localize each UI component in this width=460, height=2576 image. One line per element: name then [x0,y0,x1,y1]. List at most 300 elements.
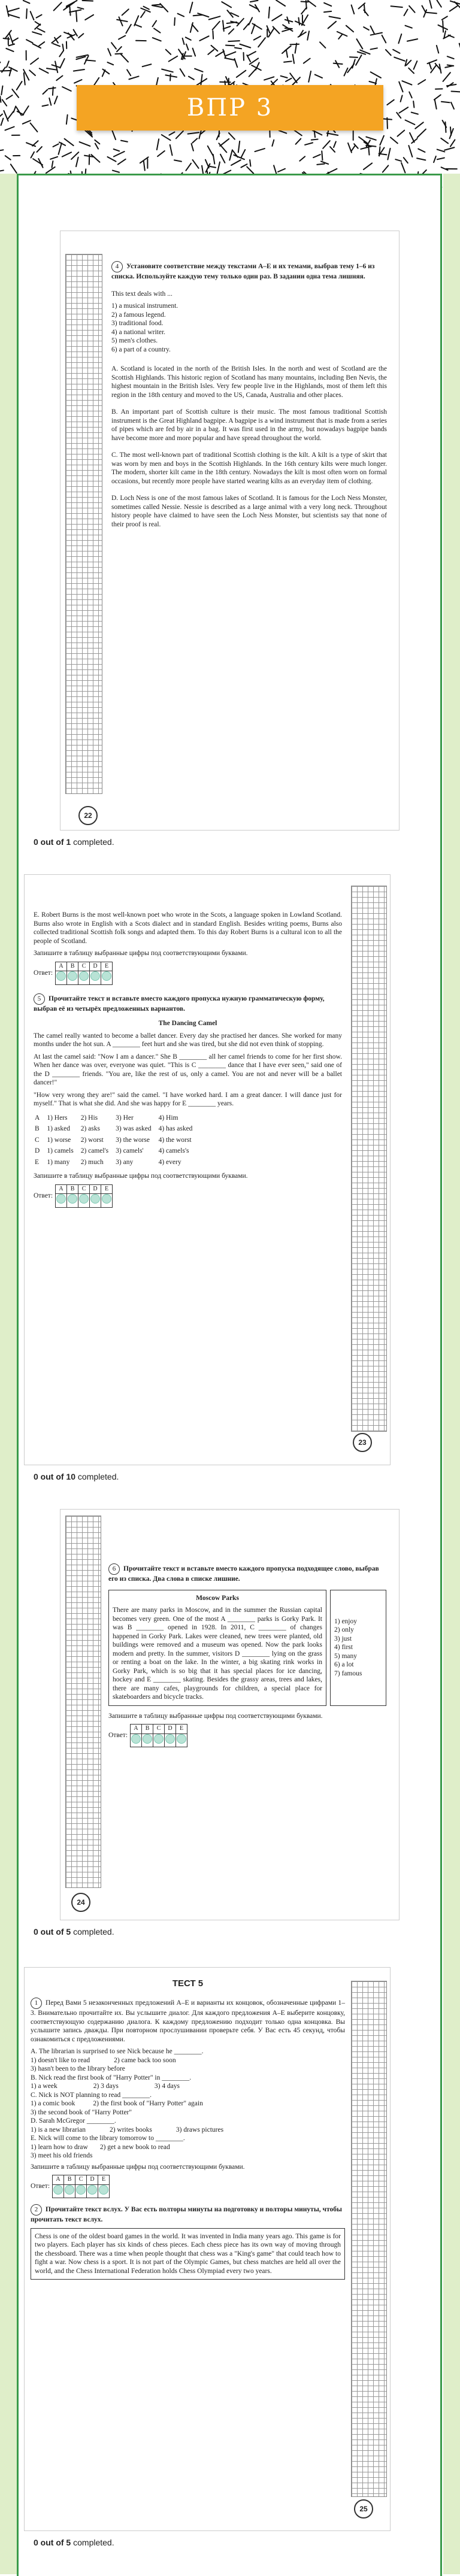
text-box [108,1590,326,1706]
answer-cell[interactable] [87,2184,98,2198]
option: 2) worst [81,1135,114,1145]
dash-mark [141,11,145,17]
answer-dot[interactable] [68,971,77,981]
page-number: 25 [354,2499,373,2519]
topic-list [111,302,387,354]
dash-mark [127,69,131,75]
dash-mark [418,80,425,84]
answer-cell[interactable] [56,1194,67,1208]
answer-cell[interactable] [101,971,113,985]
text-and-words [108,1590,390,1706]
answer-cell[interactable] [98,2184,110,2198]
dash-mark [62,152,71,156]
dash-mark [186,37,191,40]
list-item: 5) many [334,1652,382,1661]
dash-mark [59,143,62,154]
dash-mark [29,70,35,75]
story-paragraph: At last the camel said: "Now I am a dancer." She B ________ all her camel friends to come for her first show. When her dance was over, everyone was quiet. "This is C ________ dance that I have ever seen," said one of the D ________ friends. "You are, like the rest of us, only a camel. You are not and never will be a ballet dancer!" [34,1053,342,1087]
dash-mark [47,68,57,70]
dash-mark [229,150,232,160]
dash-mark [32,141,38,146]
dash-mark [296,139,301,144]
dash-mark [298,18,299,25]
score-status [34,837,114,847]
dash-mark [169,56,178,62]
dash-mark [366,137,376,140]
dash-mark [115,53,122,54]
dash-mark [229,29,234,34]
dash-mark [313,154,320,157]
dash-mark [17,81,22,90]
page-number: 23 [353,1433,372,1452]
dash-mark [52,36,60,43]
dash-mark [415,122,423,128]
dash-mark [10,68,11,76]
answer-cell[interactable] [165,1734,176,1747]
dash-mark [402,81,411,84]
dash-mark [119,17,122,26]
answer-dot[interactable] [131,1734,141,1744]
dash-mark [8,44,14,46]
dash-mark [444,147,454,150]
dash-mark [408,146,412,157]
worksheet-page-24 [60,1509,400,1920]
dash-mark [31,58,38,64]
dash-mark [435,100,437,109]
letter-cell: E [176,1725,187,1734]
dash-mark [143,64,152,66]
dash-mark [217,162,220,174]
dash-mark [56,76,62,81]
dash-mark [8,14,20,18]
option: 4) camels's [159,1146,199,1156]
answer-dot[interactable] [143,1734,152,1744]
dash-mark [391,6,402,7]
answer-option: 3) hasn't been to the library before [31,2065,345,2074]
answer-dot[interactable] [76,2185,86,2195]
page-number: 22 [78,806,98,825]
dash-mark [285,46,291,51]
letter-cell: B [64,2175,75,2185]
answer-cell[interactable] [176,1734,187,1747]
answer-cell[interactable] [90,971,101,985]
dash-mark [134,16,138,25]
list-item: 2) a famous legend. [111,311,387,320]
answer-dot[interactable] [90,1194,100,1204]
table-row [35,1113,198,1123]
table-row [35,1124,198,1134]
test-heading: ТЕСТ 5 [25,1978,351,1989]
option: 2) asks [81,1124,114,1134]
answer-dot[interactable] [87,2185,97,2195]
dash-mark [59,51,63,56]
answer-dot[interactable] [68,1194,77,1204]
dash-mark [33,159,43,165]
letter-cell: E [101,962,113,971]
story-title: The Dancing Camel [34,1019,342,1028]
dash-mark [272,14,282,20]
answer-dot[interactable] [56,971,66,981]
dash-mark [114,149,120,151]
dash-mark [1,86,2,95]
dash-mark [317,164,324,165]
dash-mark [7,111,13,120]
dash-mark [144,7,149,10]
answer-row [31,2175,345,2198]
dash-mark [411,113,418,114]
answer-option: 2) get a new book to read [100,2143,170,2152]
dash-mark [401,95,402,102]
option: 1) camels [47,1146,79,1156]
question [31,2091,345,2117]
dash-mark [49,98,51,105]
dash-mark [38,28,45,32]
dash-mark [407,39,417,41]
dash-mark [178,14,184,17]
dash-mark [417,129,426,138]
dash-mark [46,167,55,173]
options-table [34,1112,199,1169]
dash-mark [213,154,215,164]
dash-mark [0,114,2,121]
option: 3) camels' [116,1146,157,1156]
dash-mark [264,77,274,80]
dash-mark [0,150,3,151]
answer-cell[interactable] [142,1734,153,1747]
story-paragraph: "How very wrong they are!" said the camel. "I have worked hard. I am a great dancer. I will dance just for myself." That is what she did. And she was happy for E ________ years. [34,1091,342,1108]
text-d: D. Loch Ness is one of the most famous lakes of Scotland. It is famous for the Loch Ness Monster, sometimes called Nessie. Nessie is described as a large animal with a very long neck. Throughout history people have claimed to have seen the Loch Ness Monster, but scientists say that none of their proof is real. [111,494,387,529]
dash-mark [5,156,11,159]
dash-mark [208,146,213,156]
dash-mark [152,5,162,7]
dash-mark [208,50,214,54]
table-row [35,1135,198,1145]
dash-mark [247,166,253,173]
answer-dot[interactable] [53,2185,63,2195]
answer-option: 2) the first book of "Harry Potter" again [93,2099,202,2108]
dash-mark [120,54,128,62]
list-item: 4) first [334,1643,382,1652]
dash-mark [286,50,288,57]
answer-dot[interactable] [56,1194,66,1204]
dash-mark [395,159,401,161]
dash-mark [286,78,292,81]
dash-mark [192,138,197,143]
answer-cell[interactable] [67,971,78,985]
letter-cell: B [142,1725,153,1734]
list-item: 3) traditional food. [111,319,387,328]
dash-mark [356,55,361,65]
text-body: There are many parks in Moscow, and in the summer the Russian capital becomes very green. One of the most A ________ parks is Gorky Park. It was B ________ opened in 1928. In 2011, C ________ of changes happened in Gorky Park. Lakes were cleaned, new trees were planted, old buildings were removed and a museum was opened. Now the park looks modern and pretty. In the summer, visitors D ________ lying on the grass or renting a boat on the lake. In the winter, a big skating rink works in Gorky Park, which is so big that it has special places for ice dancing, hockey and E ________ skating. Besides the grassy areas, trees and lakes, there are many cafes, playgrounds for children, a special place for skateboarders and bicycle tracks. [113,1606,322,1702]
question-text: E. Nick will come to the library tomorrow to ________. [31,2134,345,2143]
answer-label: Ответ: [108,1731,128,1740]
dash-mark [237,19,244,26]
option-letter: C [35,1135,46,1145]
answer-table [130,1724,187,1747]
dash-mark [107,62,113,65]
dash-mark [102,70,105,77]
task-instruction: Установите соответствие между текстами A–E и их темами, выбрав тему 1–6 из списка. Используйте каждую тему только один раз. В задании одна тема лишняя. [111,263,375,280]
dash-mark [223,20,224,31]
dash-mark [154,28,160,32]
dash-mark [347,63,354,72]
dash-mark [326,169,337,174]
dash-mark [418,149,425,152]
dash-mark [6,49,13,51]
dash-mark [24,73,25,85]
task-number: 6 [108,1563,120,1575]
dash-mark [409,6,415,13]
answer-cell[interactable] [64,2184,75,2198]
dash-mark [69,10,81,13]
dash-mark [66,115,68,124]
dash-mark [201,74,202,86]
answer-dot[interactable] [99,2185,108,2195]
score-suffix: completed. [71,2538,114,2547]
table-note: Запишите в таблицу выбранные цифры под соответствующими буквами. [108,1712,390,1721]
dash-mark [162,69,173,72]
dash-mark [394,57,405,61]
score-status [34,1472,119,1481]
answer-cell[interactable] [78,1194,90,1208]
list-item: 4) a national writer. [111,328,387,337]
dash-mark [49,88,56,89]
dash-mark [399,82,402,92]
dash-mark [450,140,455,146]
dash-mark [334,63,343,64]
dash-mark [272,140,274,146]
dash-mark [152,4,161,5]
task-instruction: Прочитайте текст вслух. У Вас есть полторы минуты на подготовку и полторы минуты, чтобы прочитать текст вслух. [31,2206,342,2223]
letter-cell: A [56,1184,67,1194]
dash-mark [7,61,9,67]
dash-mark [380,136,384,145]
text-c: C. The most well-known part of traditional Scottish clothing is the kilt. A kilt is a type of skirt that was worn by men and boys in the Scottish Highlands. In the 16th century kilts were much longer. The modern, shorter kilt came in the 18th century. Nowadays the kilt is most often worn on formal occasions, but recently more people have started wearing kilts as an everyday item of clothing. [111,451,387,486]
score-value: 0 out of 5 [34,1927,71,1936]
dash-mark [219,143,226,152]
option: 2) much [81,1157,114,1168]
answer-dot[interactable] [79,971,89,981]
answer-dot[interactable] [90,971,100,981]
dash-mark [50,157,58,159]
dash-mark [11,164,17,173]
dash-mark [153,21,157,27]
dash-mark [386,50,391,55]
dash-mark [401,163,405,173]
dash-mark [278,169,285,172]
task-5-block [34,911,342,1208]
answer-dot[interactable] [102,971,111,981]
dash-mark [31,123,38,132]
dash-mark [157,139,159,150]
dash-mark [299,156,305,160]
dash-mark [209,16,220,19]
list-item: 1) a musical instrument. [111,302,387,311]
question [31,2074,345,2091]
test-5-block [31,1998,345,2280]
score-status [34,2538,114,2547]
dash-mark [338,34,342,39]
letter-cell: E [98,2175,110,2185]
answer-cell[interactable] [53,2184,64,2198]
dash-mark [60,59,64,68]
dash-mark [202,166,203,174]
letter-cell: E [101,1184,113,1194]
dash-mark [301,7,307,14]
dash-mark [53,44,60,47]
dash-mark [244,23,249,29]
answer-dot[interactable] [79,1194,89,1204]
answer-dot[interactable] [165,1734,175,1744]
dash-mark [434,156,436,162]
dash-mark [250,1,258,2]
letter-cell: B [67,1184,78,1194]
dash-mark [195,69,203,72]
option: 3) Her [116,1113,157,1123]
dash-mark [447,56,454,59]
word-list [330,1590,386,1706]
dash-mark [225,58,234,60]
dash-mark [158,151,165,156]
table-row [35,1146,198,1156]
dash-mark [4,111,8,121]
option: 3) the worse [116,1135,157,1145]
answer-cell[interactable] [67,1194,78,1208]
dash-mark [352,5,355,14]
list-item: 7) famous [334,1669,382,1678]
task-instruction: Прочитайте текст и вставьте вместо каждого пропуска подходящее слово, выбрав его из списка. Два слова в списке лишние. [108,1565,379,1583]
task-6-block [108,1563,390,1747]
dash-mark [437,150,445,152]
letter-cell: C [75,2175,87,2185]
dash-mark [305,143,313,145]
answer-cell[interactable] [75,2184,87,2198]
dash-mark [443,72,450,81]
list-item: 2) only [334,1626,382,1635]
dash-mark [165,75,177,77]
question-text: B. Nick read the first book of "Harry Potter" in ________. [31,2074,345,2083]
dash-mark [437,46,438,53]
page-number: 24 [71,1893,90,1912]
dash-mark [14,106,16,112]
dash-mark [368,146,369,154]
answer-option: 1) doesn't like to read [31,2056,90,2065]
dash-mark [0,96,1,102]
letter-cell: A [56,962,67,971]
table-row [35,1157,198,1168]
dash-mark [23,120,31,124]
grid-margin [65,254,102,794]
dash-mark [324,3,331,6]
option: 2) camel's [81,1146,114,1156]
dash-mark [174,160,181,161]
dash-mark [59,143,65,146]
score-suffix: completed. [71,837,114,847]
answer-row [34,962,342,985]
dash-mark [65,139,74,146]
left-margin [0,174,17,2574]
dash-mark [410,133,414,143]
option: 4) has asked [159,1124,199,1134]
dash-mark [192,144,193,151]
dash-mark [441,102,450,103]
answer-cell[interactable] [56,971,67,985]
dash-mark [351,146,355,151]
dash-mark [186,44,188,50]
answer-cell[interactable] [101,1194,113,1208]
dash-mark [31,11,34,20]
dash-mark [2,67,5,72]
dash-mark [304,59,310,63]
dash-mark [76,157,78,166]
table-note: Запишите в таблицу выбранные цифры под соответствующими буквами. [34,1172,342,1181]
grid-margin [351,886,387,1432]
option: 1) asked [47,1124,79,1134]
score-value: 0 out of 1 [34,837,71,847]
answer-option: 2) 3 days [93,2082,119,2091]
dash-mark [54,2,62,10]
dash-mark [405,26,412,28]
dash-mark [248,51,256,56]
letter-cell: C [78,962,90,971]
dash-mark [398,34,401,43]
dash-mark [78,34,83,38]
dash-mark [210,166,216,168]
answer-dot[interactable] [65,2185,74,2195]
question-text: A. The librarian is surprised to see Nick because he ________. [31,2047,345,2056]
answer-dot[interactable] [154,1734,164,1744]
dash-mark [308,71,311,82]
dash-mark [220,154,225,163]
text-b: B. An important part of Scottish culture is their music. The most famous traditional Scottish instrument is the Great Highland bagpipe. A bagpipe is a wind instrument that is made from a series of pipes which are fed by air in a bag. It was first used in the army, but nowadays bagpipe bands have become more and more popular and have spread throughout the world. [111,408,387,443]
list-item: 1) enjoy [334,1617,382,1626]
answer-table [52,2175,110,2198]
dash-mark [393,50,400,53]
answer-dot[interactable] [102,1194,111,1204]
answer-label: Ответ: [34,969,53,978]
dash-mark [252,25,255,34]
answer-cell[interactable] [131,1734,142,1747]
dash-mark [8,8,19,12]
dash-mark [170,145,172,155]
dash-mark [437,158,444,160]
task-number: 1 [31,1998,42,2009]
list-item: 6) a part of a country. [111,346,387,354]
dash-mark [43,105,49,106]
option: 4) the worst [159,1135,199,1145]
dash-mark [307,31,309,40]
list-item: 3) just [334,1635,382,1644]
dash-mark [153,38,161,41]
answer-cell[interactable] [90,1194,101,1208]
dash-mark [121,141,128,142]
task-number: 4 [111,261,123,272]
score-suffix: completed. [75,1472,119,1481]
dash-mark [359,137,367,143]
dash-mark [23,1,30,4]
answer-option: 3) draws pictures [176,2126,223,2135]
answer-label: Ответ: [34,1192,53,1201]
dash-mark [119,36,125,40]
dash-mark [144,162,145,171]
answer-dot[interactable] [177,1734,186,1744]
letter-cell: C [153,1725,165,1734]
answer-cell[interactable] [153,1734,165,1747]
dash-mark [405,120,415,125]
text-e: E. Robert Burns is the most well-known poet who wrote in the Scots, a language spoken in Lowland Scotland. Burns also wrote in English with a Scots dialect and in standard English. Besides writing poems, Burns also collected traditional Scottish folk songs and adapted them. To this day Robert Burns is a cultural icon to all the people of Scotland. [34,911,342,945]
table-note: Запишите в таблицу выбранные цифры под соответствующими буквами. [31,2163,345,2172]
answer-cell[interactable] [78,971,90,985]
